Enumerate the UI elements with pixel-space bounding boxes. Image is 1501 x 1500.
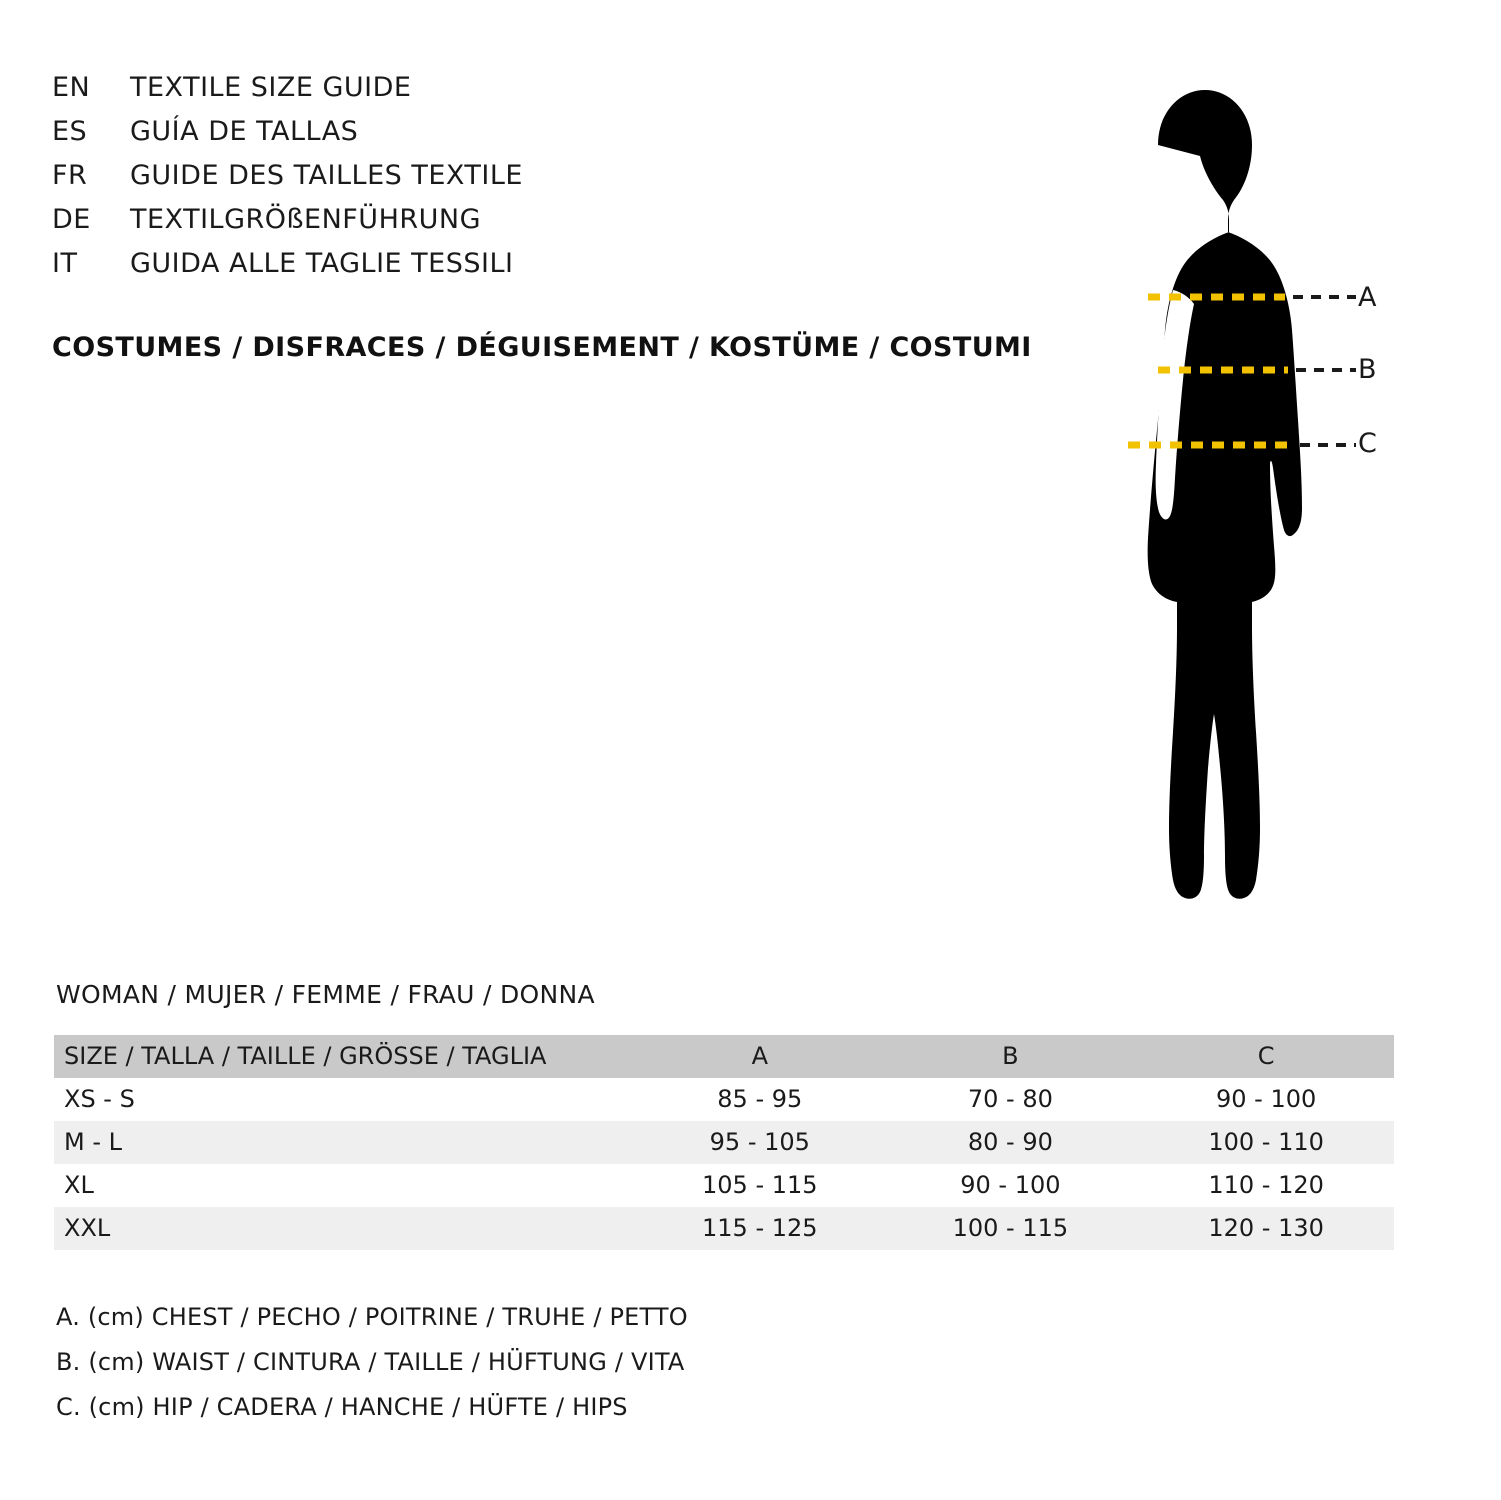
cell-chest: 105 - 115 (637, 1164, 882, 1207)
cell-size: XXL (54, 1207, 637, 1250)
measure-label-b: B (1358, 354, 1377, 385)
table-header-row (54, 1035, 1394, 1078)
header-size: SIZE / TALLA / TAILLE / GRÖSSE / TAGLIA (54, 1035, 637, 1078)
cell-hip: 90 - 100 (1138, 1078, 1394, 1121)
language-code-it: IT (52, 248, 78, 279)
cell-waist: 100 - 115 (883, 1207, 1139, 1250)
language-row-de (52, 204, 1052, 248)
cell-size: M - L (54, 1121, 637, 1164)
language-text-en: TEXTILE SIZE GUIDE (130, 72, 412, 103)
page-subtitle: COSTUMES / DISFRACES / DÉGUISEMENT / KOSTÜME / COSTUMI (52, 332, 1032, 363)
legend-waist: B. (cm) WAIST / CINTURA / TAILLE / HÜFTUNG / VITA (56, 1348, 685, 1376)
cell-size: XL (54, 1164, 637, 1207)
language-code-es: ES (52, 116, 88, 147)
size-table (54, 1035, 1394, 1250)
table-row (54, 1164, 1394, 1207)
table-caption: WOMAN / MUJER / FEMME / FRAU / DONNA (56, 980, 595, 1009)
language-code-de: DE (52, 204, 91, 235)
language-row-es (52, 116, 1052, 160)
cell-hip: 120 - 130 (1138, 1207, 1394, 1250)
language-text-de: TEXTILGRÖßENFÜHRUNG (130, 204, 482, 235)
cell-chest: 115 - 125 (637, 1207, 882, 1250)
legend-hip: C. (cm) HIP / CADERA / HANCHE / HÜFTE / HIPS (56, 1393, 628, 1421)
female-silhouette-icon (1040, 60, 1460, 940)
measurement-figure (1040, 60, 1460, 940)
cell-waist: 80 - 90 (883, 1121, 1139, 1164)
cell-waist: 90 - 100 (883, 1164, 1139, 1207)
cell-chest: 85 - 95 (637, 1078, 882, 1121)
language-code-en: EN (52, 72, 91, 103)
table-row (54, 1078, 1394, 1121)
header-a: A (637, 1035, 882, 1078)
cell-hip: 110 - 120 (1138, 1164, 1394, 1207)
language-row-fr (52, 160, 1052, 204)
measure-label-c: C (1358, 428, 1377, 459)
cell-size: XS - S (54, 1078, 637, 1121)
language-text-es: GUÍA DE TALLAS (130, 116, 359, 147)
language-text-it: GUIDA ALLE TAGLIE TESSILI (130, 248, 514, 279)
table-row (54, 1207, 1394, 1250)
header-c: C (1138, 1035, 1394, 1078)
measure-label-a: A (1358, 282, 1377, 313)
cell-chest: 95 - 105 (637, 1121, 882, 1164)
language-row-it (52, 248, 1052, 292)
cell-hip: 100 - 110 (1138, 1121, 1394, 1164)
table-row (54, 1121, 1394, 1164)
measurement-legend (56, 1295, 688, 1430)
language-text-fr: GUIDE DES TAILLES TEXTILE (130, 160, 523, 191)
header-b: B (883, 1035, 1139, 1078)
legend-chest: A. (cm) CHEST / PECHO / POITRINE / TRUHE / PETTO (56, 1303, 688, 1331)
language-row-en (52, 72, 1052, 116)
cell-waist: 70 - 80 (883, 1078, 1139, 1121)
language-code-fr: FR (52, 160, 88, 191)
language-list (52, 72, 1052, 292)
